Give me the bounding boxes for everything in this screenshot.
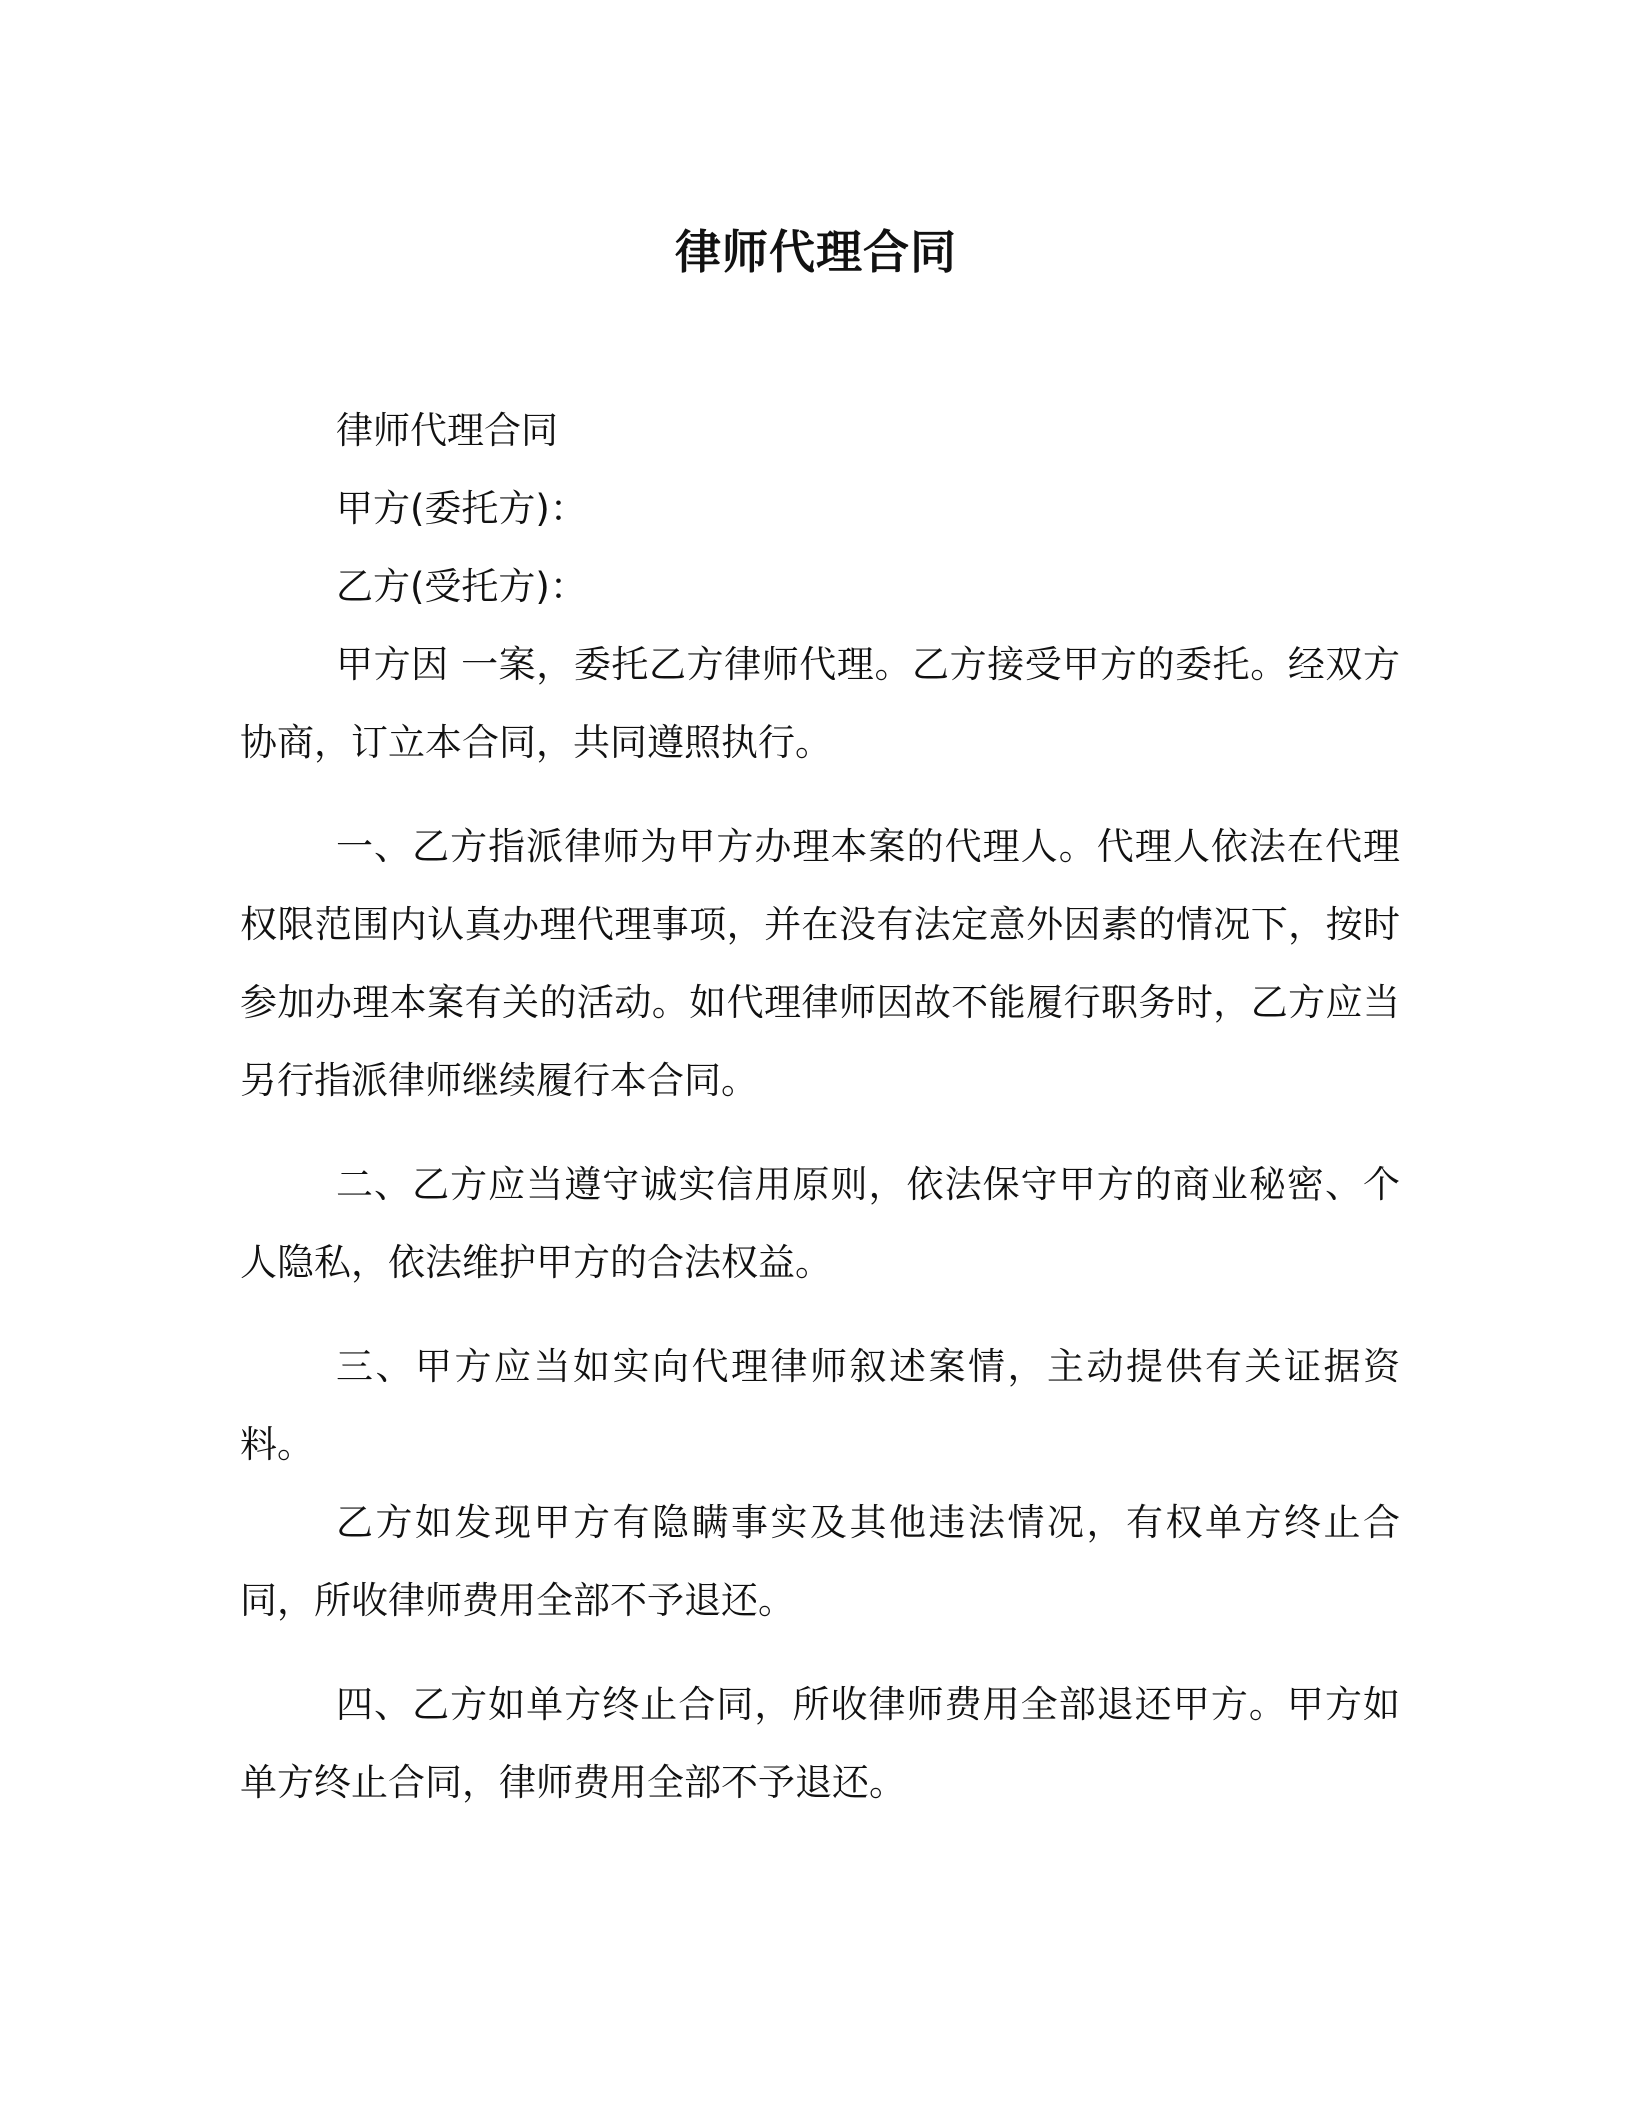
paragraph-preamble: 甲方因 一案，委托乙方律师代理。乙方接受甲方的委托。经双方协商，订立本合同，共同遵照执行。 [240,643,1400,764]
paragraph-heading: 律师代理合同 [336,409,558,452]
paragraph-party-a: 甲方(委托方)： [336,487,587,530]
document-title: 律师代理合同 [675,225,957,279]
paragraph-clause-3-note: 乙方如发现甲方有隐瞒事实及其他违法情况，有权单方终止合同，所收律师费用全部不予退还。 [240,1501,1400,1622]
paragraph-clause-1: 一、乙方指派律师为甲方办理本案的代理人。代理人依法在代理权限范围内认真办理代理事项，并在没有法定意外因素的情况下，按时参加办理本案有关的活动。如代理律师因故不能履行职务时，乙方应当另行指派律师继续履行本合同。 [240,825,1400,1102]
paragraph-clause-4: 四、乙方如单方终止合同，所收律师费用全部退还甲方。甲方如单方终止合同，律师费用全部不予退还。 [240,1683,1400,1804]
paragraph-clause-3: 三、甲方应当如实向代理律师叙述案情，主动提供有关证据资料。 [240,1345,1400,1466]
paragraph-clause-2: 二、乙方应当遵守诚实信用原则，依法保守甲方的商业秘密、个人隐私，依法维护甲方的合法权益。 [240,1163,1400,1284]
document-body [240,392,1400,1822]
paragraph-party-b: 乙方(受托方)： [336,565,587,608]
